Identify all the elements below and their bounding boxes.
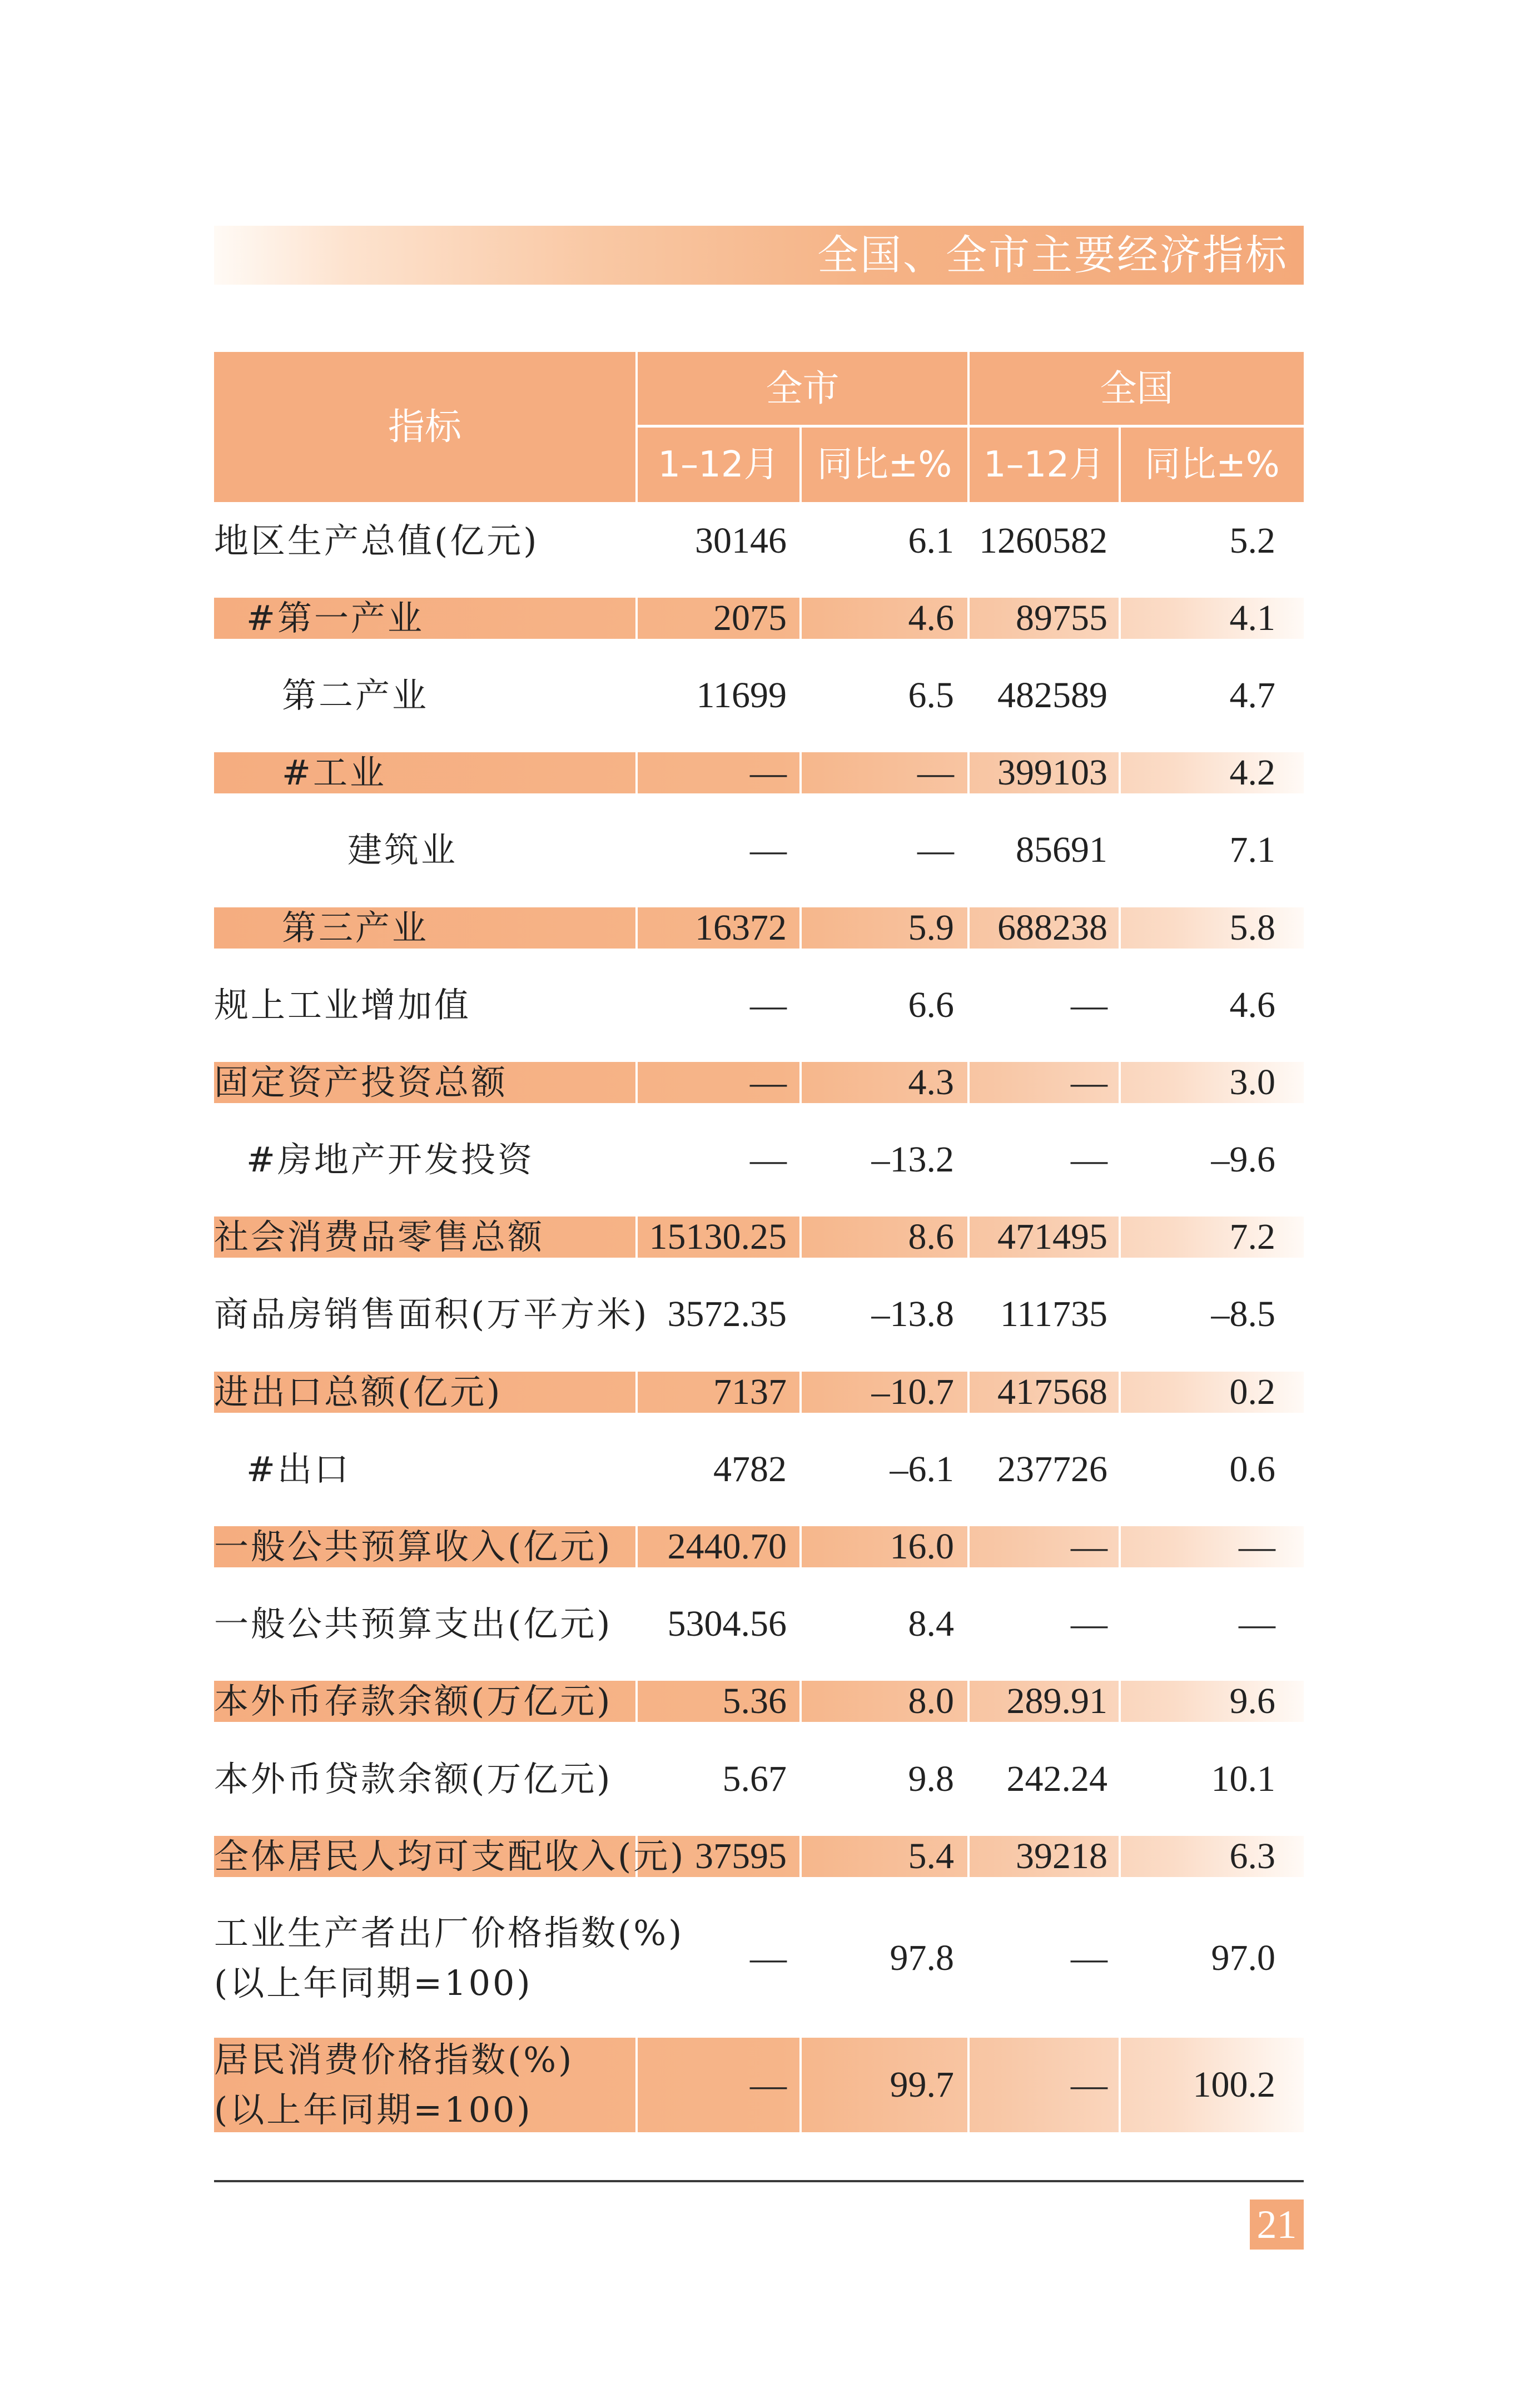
row-label-line: 居民消费价格指数(%)	[214, 2039, 574, 2081]
row-label-line: 建筑业	[347, 830, 458, 871]
city-value: —	[750, 830, 787, 871]
row-label-text	[214, 1676, 612, 1726]
city-yoy-value: 5.9	[908, 907, 954, 948]
table-row	[214, 1276, 1304, 1353]
row-label	[214, 1431, 668, 1508]
table-row	[214, 1586, 1304, 1663]
city-yoy-value: —	[917, 830, 954, 871]
city-yoy-value: 16.0	[890, 1526, 954, 1567]
row-label	[214, 1121, 668, 1199]
nation-yoy-value: 97.0	[1211, 1938, 1275, 1979]
city-yoy-value: 9.8	[908, 1758, 954, 1799]
nation-yoy-value: 10.1	[1211, 1758, 1275, 1799]
row-label-text	[214, 1754, 612, 1804]
nation-value: —	[1071, 1139, 1107, 1180]
city-value: 3572.35	[667, 1294, 787, 1335]
table-header	[214, 352, 1304, 502]
row-label-text	[282, 748, 386, 798]
nation-yoy-value: 7.2	[1229, 1217, 1275, 1258]
section-title-band	[214, 226, 1304, 285]
city-yoy-value: 4.6	[908, 597, 954, 638]
city-yoy-value: –13.8	[871, 1294, 954, 1335]
city-yoy-value: 6.1	[908, 520, 954, 561]
table-row	[214, 1431, 1304, 1508]
row-label-text	[214, 516, 539, 566]
row-label-text	[282, 903, 429, 953]
row-label-text	[214, 1289, 649, 1339]
city-yoy-value: —	[917, 752, 954, 793]
nation-yoy-value: 4.7	[1229, 674, 1275, 716]
economic-indicators-table	[214, 352, 1304, 2148]
table-row	[214, 812, 1304, 889]
city-yoy-value: 99.7	[890, 2064, 954, 2106]
city-yoy-value: –10.7	[871, 1371, 954, 1412]
nation-value: 89755	[1016, 597, 1107, 638]
row-label-line: #房地产开发投资	[246, 1139, 534, 1180]
nation-value: —	[1071, 984, 1107, 1025]
table-row	[214, 1508, 1304, 1585]
city-value: 5304.56	[667, 1603, 787, 1645]
nation-yoy-value: 6.3	[1229, 1835, 1275, 1876]
row-label-line: 商品房销售面积(万平方米)	[214, 1294, 649, 1335]
row-label-text	[214, 1908, 684, 2008]
city-value: 5.36	[722, 1681, 787, 1722]
row-label-text	[214, 980, 471, 1030]
table-row	[214, 2022, 1304, 2148]
row-label-text	[214, 1599, 612, 1649]
row-label-line: 本外币贷款余额(万亿元)	[214, 1758, 613, 1799]
column-header-indicator: 指标	[388, 405, 461, 448]
row-label-line: #工业	[282, 752, 386, 793]
row-label	[214, 2022, 635, 2148]
section-title: 全国、全市主要经济指标	[817, 231, 1288, 279]
row-label	[214, 1818, 686, 1895]
nation-yoy-value: 4.6	[1229, 984, 1275, 1025]
city-yoy-value: 8.4	[908, 1603, 954, 1645]
city-yoy-value: 6.5	[908, 674, 954, 716]
subheader-city-yoy: 同比±%	[817, 444, 952, 485]
nation-value: —	[1071, 1938, 1107, 1979]
row-label-text	[214, 1831, 685, 1881]
nation-value: —	[1071, 2064, 1107, 2106]
row-label-text	[246, 1135, 534, 1185]
table-row	[214, 1818, 1304, 1895]
row-label-line: 规上工业增加值	[214, 984, 471, 1025]
nation-value: 471495	[997, 1217, 1107, 1258]
row-label-text	[282, 671, 429, 721]
table-row	[214, 889, 1304, 966]
city-value: 37595	[695, 1835, 787, 1876]
nation-value: 289.91	[1006, 1681, 1107, 1722]
city-yoy-value: 6.6	[908, 984, 954, 1025]
row-label-line: 全体居民人均可支配收入(元)	[214, 1835, 686, 1876]
header-divider	[635, 425, 1304, 428]
row-label-text	[214, 1212, 544, 1262]
nation-value: 688238	[997, 907, 1107, 948]
city-yoy-value: 8.6	[908, 1217, 954, 1258]
nation-value: —	[1071, 1603, 1107, 1645]
row-label	[214, 579, 668, 657]
row-label-line: 第三产业	[282, 907, 429, 948]
header-divider	[799, 425, 802, 502]
row-label	[214, 1740, 635, 1818]
subheader-city-period: 1–12月	[658, 444, 779, 485]
city-value: 30146	[695, 520, 787, 561]
city-value: —	[750, 984, 787, 1025]
row-label-line: 本外币存款余额(万亿元)	[214, 1681, 613, 1722]
row-label	[214, 1663, 635, 1740]
row-label	[214, 502, 635, 579]
city-yoy-value: –6.1	[890, 1448, 954, 1490]
city-value: —	[750, 2064, 787, 2106]
header-divider	[1119, 425, 1121, 502]
row-label	[214, 1199, 635, 1276]
city-yoy-value: –13.2	[871, 1139, 954, 1180]
nation-value: 237726	[997, 1448, 1107, 1490]
city-value: —	[750, 1139, 787, 1180]
city-value: 7137	[713, 1371, 787, 1412]
table-row	[214, 734, 1304, 812]
city-yoy-value: 8.0	[908, 1681, 954, 1722]
table-row	[214, 1740, 1304, 1818]
nation-yoy-value: 100.2	[1193, 2064, 1275, 2106]
row-label-line: 第二产业	[282, 674, 429, 716]
row-label-line: 地区生产总值(亿元)	[214, 520, 539, 561]
row-label-line: 一般公共预算收入(亿元)	[214, 1526, 613, 1567]
nation-yoy-value: 0.6	[1229, 1448, 1275, 1490]
nation-yoy-value: 3.0	[1229, 1061, 1275, 1103]
bottom-rule	[214, 2180, 1304, 2182]
city-value: 16372	[695, 907, 787, 948]
row-label	[214, 1276, 649, 1353]
nation-value: —	[1071, 1526, 1107, 1567]
row-label-text	[246, 593, 424, 643]
city-value: 11699	[696, 674, 787, 716]
row-label-line: 进出口总额(亿元)	[214, 1371, 503, 1412]
nation-yoy-value: 9.6	[1229, 1681, 1275, 1722]
table-row	[214, 966, 1304, 1044]
nation-value: 1260582	[979, 520, 1107, 561]
row-label-line: #第一产业	[246, 597, 424, 638]
nation-yoy-value: —	[1239, 1603, 1275, 1645]
row-label	[214, 1044, 635, 1121]
row-label-text	[214, 1367, 502, 1417]
nation-yoy-value: 5.8	[1229, 907, 1275, 948]
city-yoy-value: 5.4	[908, 1835, 954, 1876]
nation-yoy-value: 0.2	[1229, 1371, 1275, 1412]
nation-yoy-value: 7.1	[1229, 830, 1275, 871]
subheader-nation-yoy: 同比±%	[1145, 444, 1280, 485]
city-value: 2440.70	[667, 1526, 787, 1567]
row-label-line: #出口	[246, 1448, 351, 1490]
city-yoy-value: 97.8	[890, 1938, 954, 1979]
nation-value: 417568	[997, 1371, 1107, 1412]
city-value: —	[750, 752, 787, 793]
row-label	[214, 889, 703, 966]
row-label-text	[246, 1444, 351, 1495]
row-label-line: 社会消费品零售总额	[214, 1217, 545, 1258]
nation-yoy-value: –8.5	[1211, 1294, 1275, 1335]
row-label-line: 工业生产者出厂价格指数(%)	[214, 1913, 684, 1954]
city-value: 15130.25	[649, 1217, 787, 1258]
row-label-text	[214, 1522, 612, 1572]
table-row	[214, 502, 1304, 579]
row-label-text	[347, 825, 458, 875]
city-value: —	[750, 1061, 787, 1103]
nation-value: 399103	[997, 752, 1107, 793]
subheader-nation-period: 1–12月	[983, 444, 1105, 485]
row-label	[214, 1586, 635, 1663]
city-yoy-value: 4.3	[908, 1061, 954, 1103]
column-header-nation: 全国	[1100, 367, 1174, 410]
nation-yoy-value: 5.2	[1229, 520, 1275, 561]
row-label	[214, 1508, 635, 1585]
row-label	[214, 734, 703, 812]
city-value: 4782	[713, 1448, 787, 1490]
city-value: 5.67	[722, 1758, 787, 1799]
nation-value: 111735	[1000, 1294, 1107, 1335]
table-body	[214, 502, 1304, 2148]
nation-value: —	[1071, 1061, 1107, 1103]
nation-yoy-value: 4.2	[1229, 752, 1275, 793]
table-row	[214, 1121, 1304, 1199]
nation-value: 242.24	[1006, 1758, 1107, 1799]
nation-value: 39218	[1016, 1835, 1107, 1876]
nation-yoy-value: —	[1239, 1526, 1275, 1567]
row-label-line: 固定资产投资总额	[214, 1061, 508, 1103]
table-row	[214, 579, 1304, 657]
table-row	[214, 1044, 1304, 1121]
row-label-line: 一般公共预算支出(亿元)	[214, 1603, 613, 1645]
table-row	[214, 1199, 1304, 1276]
nation-value: 85691	[1016, 830, 1107, 871]
nation-value: 482589	[997, 674, 1107, 716]
city-value: 2075	[713, 597, 787, 638]
row-label	[214, 1895, 684, 2022]
row-label-note: (以上年同期=100)	[214, 1963, 533, 2004]
column-header-city: 全市	[766, 367, 840, 410]
row-label	[214, 657, 703, 734]
row-label-note: (以上年同期=100)	[214, 2089, 533, 2131]
row-label-text	[214, 2035, 574, 2135]
city-value: —	[750, 1938, 787, 1979]
table-row	[214, 1353, 1304, 1431]
table-row	[214, 657, 1304, 734]
table-row	[214, 1663, 1304, 1740]
table-row	[214, 1895, 1304, 2022]
nation-yoy-value: –9.6	[1211, 1139, 1275, 1180]
row-label	[214, 966, 635, 1044]
nation-yoy-value: 4.1	[1229, 597, 1275, 638]
page-number: 21	[1250, 2200, 1304, 2250]
row-label-text	[214, 1057, 508, 1108]
row-label	[214, 1353, 635, 1431]
